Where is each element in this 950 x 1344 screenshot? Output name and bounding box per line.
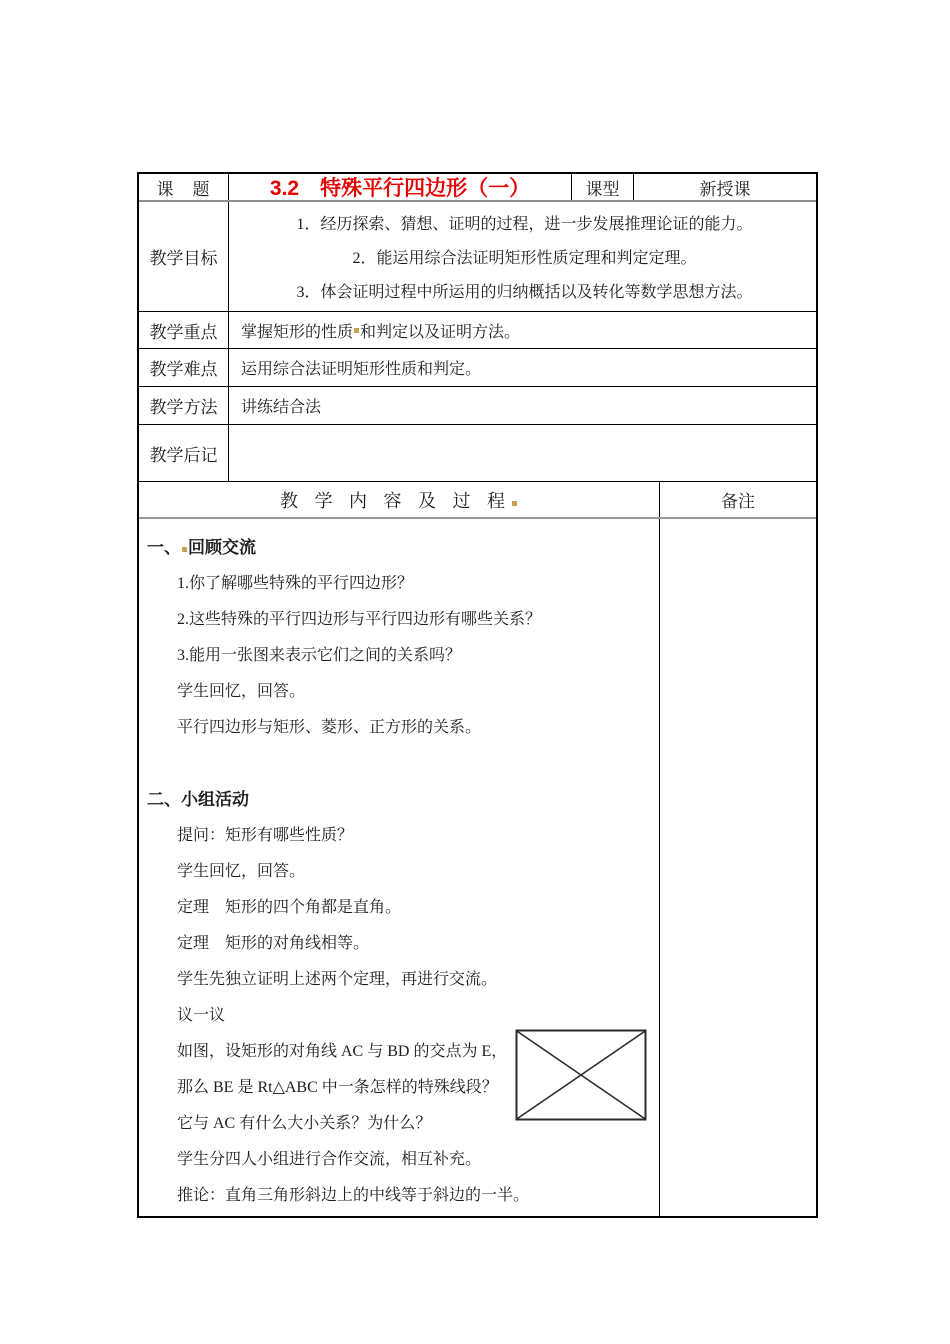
method-row — [139, 387, 816, 425]
title-row — [139, 174, 816, 202]
content-line: 学生分四人小组进行合作交流，相互补充。 — [177, 1150, 482, 1168]
difficulty-content: 运用综合法证明矩形性质和判定。 — [241, 361, 482, 378]
remark-column-body — [660, 519, 816, 1216]
content-row — [139, 519, 816, 1216]
objective-item: 2．能运用综合法证明矩形性质定理和判定定理。 — [352, 249, 697, 267]
blank-line — [139, 743, 659, 779]
process-header-row — [139, 482, 816, 519]
focus-label: 教学重点 — [139, 312, 229, 348]
section-2-title — [139, 779, 659, 815]
focus-content — [229, 312, 816, 348]
content-line: 定理 矩形的对角线相等。 — [177, 934, 370, 952]
section-title-text: 回顾交流 — [188, 537, 256, 557]
content-line: 平行四边形与矩形、菱形、正方形的关系。 — [177, 718, 482, 736]
lesson-plan-table — [137, 172, 818, 1218]
objectives-content — [229, 202, 816, 311]
method-content: 讲练结合法 — [241, 399, 322, 416]
content-line: 定理 矩形的四个角都是直角。 — [177, 898, 402, 916]
section-title-text: 小组活动 — [181, 789, 249, 809]
process-header-text: 教 学 内 容 及 过 程 — [280, 490, 511, 511]
rectangle-diagonals-diagram — [515, 1029, 647, 1121]
section-number: 二、 — [147, 789, 181, 809]
focus-text: 掌握矩形的性质 — [241, 323, 354, 341]
difficulty-label: 教学难点 — [139, 349, 229, 386]
method-label: 教学方法 — [139, 387, 229, 424]
objective-item: 3．体会证明过程中所运用的归纳概括以及转化等数学思想方法。 — [296, 283, 753, 301]
postscript-content — [229, 425, 816, 481]
lesson-type-value: 新授课 — [699, 179, 751, 199]
content-line: 那么 BE 是 Rt△ABC 中一条怎样的特殊线段？ — [177, 1078, 498, 1096]
content-line: 如图，设矩形的对角线 AC 与 BD 的交点为 E， — [177, 1042, 508, 1060]
objectives-label: 教学目标 — [139, 202, 229, 311]
focus-text: 和判定以及证明方法。 — [360, 323, 521, 341]
focus-row — [139, 312, 816, 349]
remark-header: 备注 — [721, 492, 755, 511]
process-content — [139, 519, 660, 1216]
content-line: 2.这些特殊的平行四边形与平行四边形有哪些关系？ — [177, 610, 542, 628]
content-line: 议一议 — [177, 1006, 226, 1024]
postscript-label: 教学后记 — [139, 425, 229, 481]
postscript-row — [139, 425, 816, 482]
content-line: 它与 AC 有什么大小关系？为什么？ — [177, 1114, 432, 1132]
process-header — [139, 482, 660, 517]
lesson-title-cell — [229, 174, 572, 200]
content-line: 3.能用一张图来表示它们之间的关系吗？ — [177, 646, 462, 664]
section-number: 一、 — [147, 537, 181, 557]
lesson-type-label: 课型 — [572, 174, 634, 200]
content-line: 推论：直角三角形斜边上的中线等于斜边的一半。 — [177, 1186, 530, 1204]
subject-label: 课 题 — [139, 174, 229, 200]
content-line: 学生先独立证明上述两个定理，再进行交流。 — [177, 970, 498, 988]
section-1-title — [139, 527, 659, 563]
content-line: 提问：矩形有哪些性质？ — [177, 826, 354, 844]
objectives-row — [139, 202, 816, 312]
objective-item: 1．经历探索、猜想、证明的过程，进一步发展推理论证的能力。 — [296, 216, 753, 234]
lesson-title: 3.2 特殊平行四边形（一） — [269, 177, 531, 200]
proofing-dot-icon — [182, 547, 187, 552]
content-line: 学生回忆，回答。 — [177, 862, 306, 880]
proofing-dot-icon — [354, 328, 359, 333]
difficulty-row — [139, 349, 816, 387]
content-line: 1.你了解哪些特殊的平行四边形？ — [177, 574, 414, 592]
content-line: 学生回忆，回答。 — [177, 682, 306, 700]
proofing-dot-icon — [512, 501, 517, 506]
